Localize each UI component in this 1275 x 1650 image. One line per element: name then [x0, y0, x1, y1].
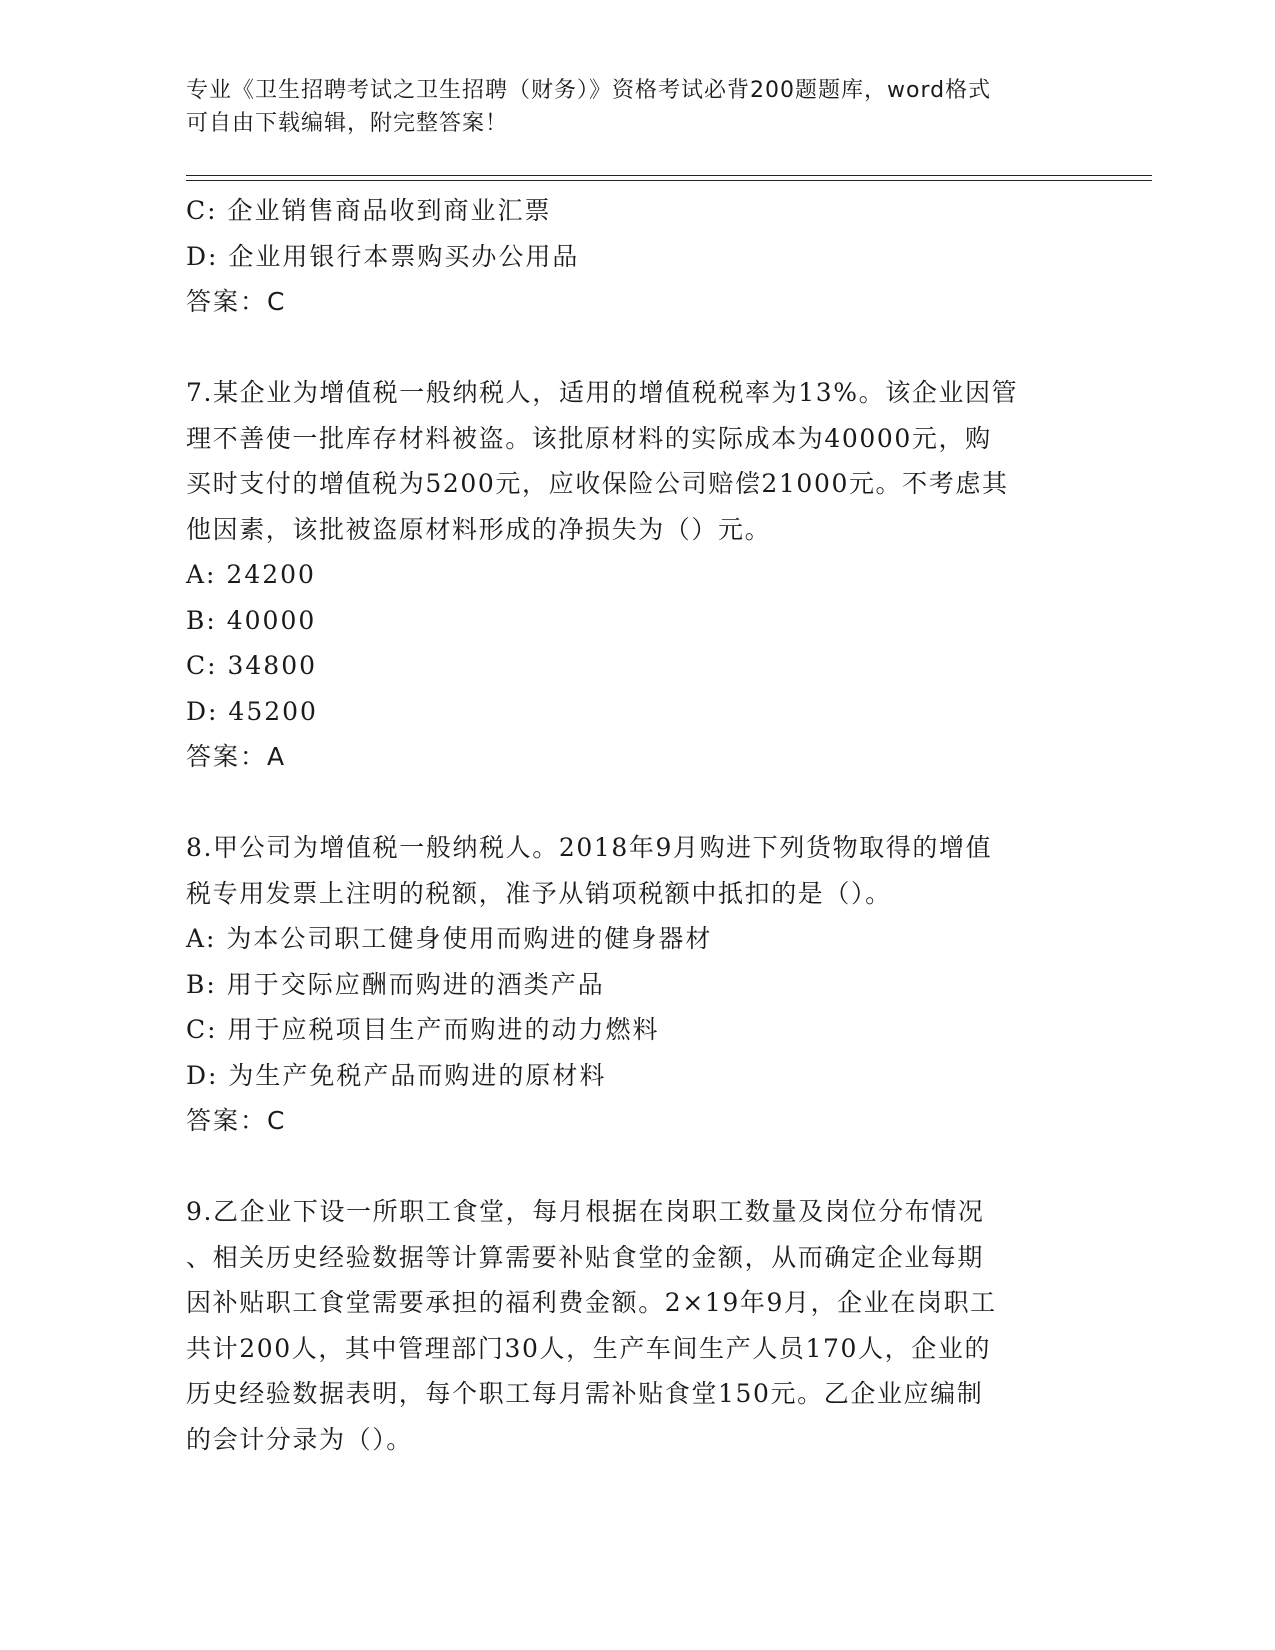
option-d: D: 为生产免税产品而购进的原材料	[186, 1060, 607, 1090]
question-text-line: 理不善使一批库存材料被盗。该批原材料的实际成本为40000元，购	[186, 423, 992, 453]
question-text-line: 7.某企业为增值税一般纳税人，适用的增值税税率为13%。该企业因管	[186, 378, 1019, 407]
option-c: C: 用于应税项目生产而购进的动力燃料	[186, 1015, 660, 1044]
question-content	[186, 188, 1086, 1462]
question-7	[186, 370, 1086, 780]
question-text-line: 税专用发票上注明的税额，准予从销项税额中抵扣的是（）。	[186, 878, 892, 908]
option-a: A: 24200	[186, 560, 316, 589]
header-divider-bottom	[186, 180, 1152, 181]
option-c: C: 34800	[186, 651, 318, 680]
spacer	[186, 1144, 1086, 1190]
option-a: A: 为本公司职工健身使用而购进的健身器材	[186, 924, 713, 953]
question-9	[186, 1189, 1086, 1462]
option-b: B: 40000	[186, 605, 317, 635]
question-text-line: 因补贴职工食堂需要承担的福利费金额。2×19年9月，企业在岗职工	[186, 1288, 997, 1317]
answer-line: 答案：A	[186, 742, 287, 771]
question-text-line: 买时支付的增值税为5200元，应收保险公司赔偿21000元。不考虑其	[186, 469, 1009, 498]
answer-line: 答案：C	[186, 1106, 287, 1135]
question-text-line: 9.乙企业下设一所职工食堂，每月根据在岗职工数量及岗位分布情况	[186, 1197, 985, 1226]
header-line-1: 专业《卫生招聘考试之卫生招聘（财务）》资格考试必背200题题库，word格式	[186, 78, 992, 103]
option-d: D: 企业用银行本票购买办公用品	[186, 241, 580, 271]
answer-line: 答案：C	[186, 287, 287, 316]
question-8	[186, 825, 1086, 1144]
spacer	[186, 780, 1086, 826]
question-text-line: 8.甲公司为增值税一般纳税人。2018年9月购进下列货物取得的增值	[186, 833, 993, 862]
question-text-line: 他因素，该批被盗原材料形成的净损失为（）元。	[186, 514, 772, 544]
question-text-line: 共计200人，其中管理部门30人，生产车间生产人员170人，企业的	[186, 1333, 992, 1363]
document-header	[186, 74, 1066, 140]
header-line-2: 可自由下载编辑，附完整答案！	[186, 111, 509, 136]
header-divider-top	[186, 175, 1152, 176]
question-text-line: 历史经验数据表明，每个职工每月需补贴食堂150元。乙企业应编制	[186, 1379, 984, 1408]
spacer	[186, 325, 1086, 371]
question-text-line: 、相关历史经验数据等计算需要补贴食堂的金额，从而确定企业每期	[186, 1242, 985, 1272]
question-6-tail	[186, 188, 1086, 325]
option-d: D: 45200	[186, 696, 318, 726]
option-c: C: 企业销售商品收到商业汇票	[186, 196, 552, 225]
question-text-line: 的会计分录为（）。	[186, 1424, 413, 1454]
option-b: B: 用于交际应酬而购进的酒类产品	[186, 969, 605, 999]
